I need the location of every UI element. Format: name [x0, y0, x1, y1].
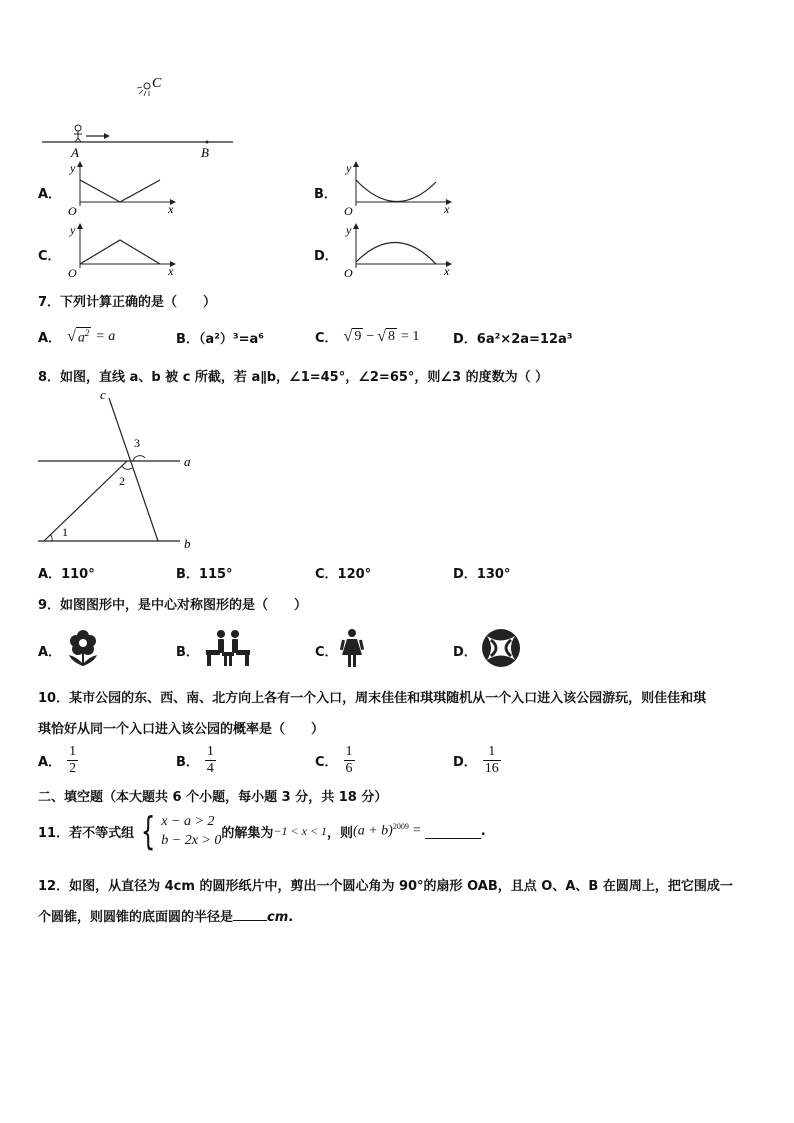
- q7-option-b: [176, 328, 264, 347]
- q7-d-expr: 6a²×2a=12a³: [476, 332, 573, 347]
- q8-parallel-lines-figure: [30, 386, 210, 554]
- q9-stem: 9．如图图形中，是中心对称图形的是（ ）: [38, 598, 308, 613]
- q6-a-y: y: [70, 161, 76, 175]
- q12-line1: 12．如图，从直径为 4cm 的圆形纸片中，剪出一个圆心角为 90°的扇形 OAB，且点 O、A、B 在圆周上，把它围成一: [38, 879, 733, 894]
- q7-stem: 7．下列计算正确的是（ ）: [38, 295, 217, 310]
- q6-c-o: O: [68, 266, 77, 280]
- q6-b-o: O: [344, 204, 353, 218]
- q6-b-x: x: [444, 202, 450, 216]
- q7-c-minus: −: [366, 328, 375, 344]
- q8-stem: 8．如图，直线 a、b 被 c 所截，若 a∥b，∠1=45°，∠2=65°，则∠3 的度数为（ ）: [38, 370, 549, 385]
- q6-option-a-graph: [60, 160, 178, 220]
- q6-option-b-letter: B．: [314, 187, 337, 202]
- q6-label-c: C: [152, 76, 162, 91]
- q6-option-c-graph: [60, 222, 178, 282]
- q11-brace: {: [140, 809, 156, 853]
- section-2-heading: 二、填空题（本大题共 6 个小题，每小题 3 分，共 18 分）: [38, 790, 388, 805]
- q12-line2: 个圆锥，则圆锥的底面圆的半径是 cm .: [38, 910, 294, 925]
- q9-option-b-letter: B．: [176, 645, 199, 660]
- q7-a-radical: √ $a^2$: [67, 327, 90, 346]
- q7-b-letter: B．: [176, 332, 199, 347]
- q6-d-o: O: [344, 266, 353, 280]
- q10-option-c: C． $\frac{1}{6}$: [315, 744, 353, 776]
- q6-option-d-letter: D．: [314, 249, 338, 264]
- q8-label-1: 1: [62, 525, 68, 539]
- q7-b-expr: （a²）³=a⁶: [198, 332, 264, 347]
- q10-stem-line2: 琪恰好从同一个入口进入该公园的概率是（ ）: [38, 722, 325, 737]
- q7-c-rhs: = 1: [401, 328, 420, 344]
- q7-d-letter: D．: [453, 332, 477, 347]
- q10-stem-line1: 10．某市公园的东、西、南、北方向上各有一个入口，周末佳佳和琪琪随机从一个入口进入该公园游玩，则佳佳和琪: [38, 691, 707, 706]
- q6-option-b-graph: [336, 160, 454, 220]
- flower-icon: [64, 628, 102, 668]
- q8-label-a: a: [184, 454, 191, 469]
- q6-option-a-letter: A．: [38, 187, 62, 202]
- q7-option-a: [38, 327, 115, 347]
- q8-label-b: b: [184, 536, 191, 551]
- q6-a-x: x: [168, 202, 174, 216]
- q7-a-letter: A．: [38, 331, 62, 347]
- q11-answer-blank[interactable]: [425, 824, 481, 839]
- q9-option-c-letter: C．: [315, 645, 338, 660]
- q6-option-d-graph: [336, 222, 454, 282]
- q10-option-b: B． $\frac{1}{4}$: [176, 744, 214, 776]
- q7-a-rhs: = a: [95, 328, 116, 344]
- q7-c-letter: C．: [315, 331, 338, 346]
- q6-c-x: x: [168, 264, 174, 278]
- q11-end: .: [480, 823, 486, 839]
- q12-answer-blank[interactable]: [233, 908, 267, 921]
- q6-d-x: x: [444, 264, 450, 278]
- two-people-sitting-icon: [204, 628, 252, 668]
- q6-b-y: y: [346, 161, 352, 175]
- q7-option-d: [453, 328, 572, 347]
- q10-option-a: A． $\frac{1}{2}$: [38, 744, 77, 776]
- q11-prefix: 11．若不等式组: [38, 825, 135, 841]
- q8-option-c: C．120°: [315, 567, 372, 582]
- q8-option-a: A．110°: [38, 567, 95, 582]
- q6-label-a: A: [71, 145, 79, 160]
- q11-range: −1 < x < 1: [273, 823, 328, 838]
- q11-expr: $(a + b)^{2009}$: [353, 822, 409, 839]
- woman-icon: [340, 628, 364, 668]
- q8-label-3: 3: [134, 436, 140, 450]
- q9-option-d-letter: D．: [453, 645, 477, 660]
- q7-c-radical-1: √ 9: [343, 327, 362, 345]
- q10-option-d: D． $\frac{1}{16}$: [453, 744, 499, 776]
- ball-icon: [480, 627, 522, 669]
- q6-a-o: O: [68, 204, 77, 218]
- q8-label-2: 2: [119, 474, 125, 488]
- q7-option-c: [315, 327, 419, 346]
- q8-label-c: c: [100, 387, 106, 402]
- q6-scene-figure: [40, 70, 240, 160]
- q11-then: ，则: [327, 825, 354, 841]
- q6-c-y: y: [70, 223, 76, 237]
- q8-option-b: B．115°: [176, 567, 233, 582]
- q6-option-c-letter: C．: [38, 249, 61, 264]
- q11-line: [38, 809, 486, 853]
- q6-d-y: y: [346, 223, 352, 237]
- q6-label-b: B: [201, 145, 209, 160]
- q9-option-a-letter: A．: [38, 645, 62, 660]
- q11-equals: =: [412, 823, 421, 838]
- q8-option-d: D．130°: [453, 567, 511, 582]
- q7-c-radical-2: √ 8: [377, 327, 396, 345]
- q11-system: x − a > 2 b − 2x > 0: [161, 814, 222, 848]
- q11-middle: 的解集为: [221, 825, 274, 841]
